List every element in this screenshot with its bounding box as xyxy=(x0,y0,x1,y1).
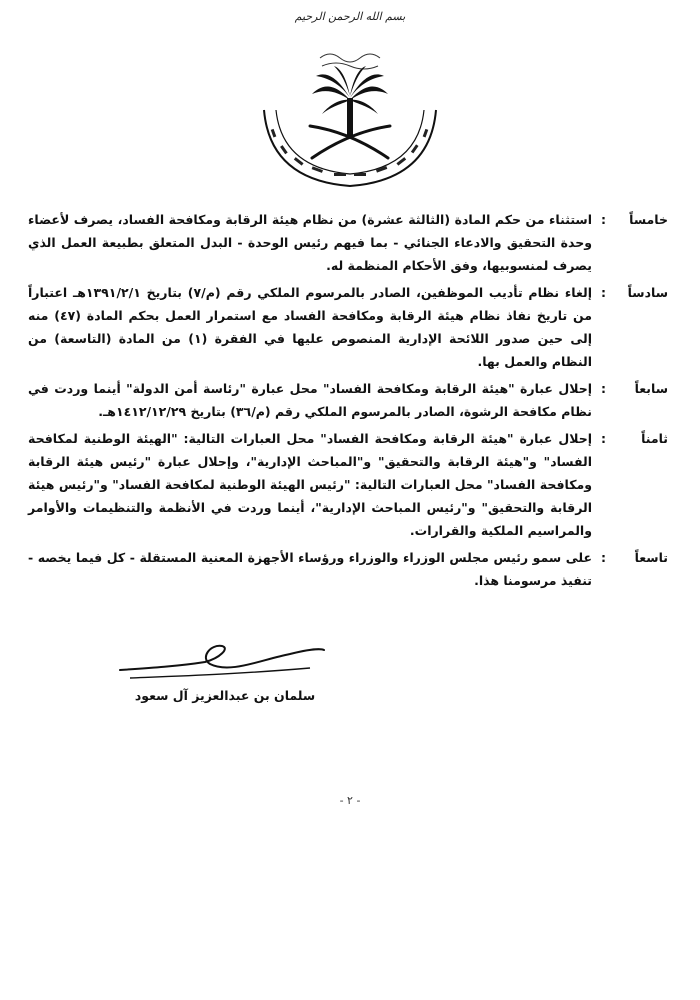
article-colon: : xyxy=(601,550,606,565)
article-5 xyxy=(28,208,668,277)
article-colon: : xyxy=(601,431,606,446)
article-text: على سمو رئيس مجلس الوزراء والوزراء ورؤساء الأجهزة المعنية المستقلة - كل فيما يخصه - تنفيذ مرسومنا هذا. xyxy=(28,550,592,588)
article-text: إحلال عبارة "هيئة الرقابة ومكافحة الفساد" محل عبارة "رئاسة أمن الدولة" أينما وردت في نظام مكافحة الرشوة، الصادر بالمرسوم الملكي رقم (م/٣٦) بتاريخ ١٤١٢/١٢/٢٩هـ. xyxy=(28,381,592,419)
basmala: بسم الله الرحمن الرحيم xyxy=(294,10,406,23)
article-colon: : xyxy=(601,212,606,227)
decree-articles xyxy=(28,208,668,596)
handwritten-signature xyxy=(110,640,330,690)
article-number: تاسعاً xyxy=(634,550,668,565)
article-6 xyxy=(28,281,668,373)
article-number: سابعاً xyxy=(634,381,668,396)
article-9 xyxy=(28,546,668,592)
article-number: خامساً xyxy=(629,212,668,227)
article-text: إحلال عبارة "هيئة الرقابة ومكافحة الفساد" محل العبارات التالية: "الهيئة الوطنية لمكافحة الفساد" و"هيئة الرقابة والتحقيق" و"المباحث الإدارية"، وإحلال عبارة "رئيس هيئة الرقابة ومكافحة الفساد" محل العبارات التالية: "رئيس الهيئة الوطنية لمكافحة الفساد" و"رئيس هيئة الرقابة والتحقيق" و"رئيس المباحث الإدارية"، أينما وردت في الأنظمة والتنظيمات والأوامر والمراسيم الملكية والقرارات. xyxy=(28,431,592,538)
article-colon: : xyxy=(601,285,606,300)
article-number: ثامناً xyxy=(641,431,668,446)
article-number: سادساً xyxy=(627,285,668,300)
article-colon: : xyxy=(601,381,606,396)
article-text: إلغاء نظام تأديب الموظفين، الصادر بالمرسوم الملكي رقم (م/٧) بتاريخ ١٣٩١/٢/١هـ اعتباراً من تاريخ نفاذ نظام هيئة الرقابة ومكافحة الفساد مع استمرار العمل بحكم المادة (٤٧) منه إلى حين صدور اللائحة الإدارية المنصوص عليها في الفقرة (١) من المادة (التاسعة) من النظام والعمل بها. xyxy=(28,285,593,369)
article-text: استثناء من حكم المادة (الثالثة عشرة) من نظام هيئة الرقابة ومكافحة الفساد، يصرف لأعضاء وحدة التحقيق والادعاء الجنائي - بما فيهم رئيس الوحدة - البدل المتعلق بطبيعة العمل الذي يصرف لمنسوبيها، وفق الأحكام المنظمة له. xyxy=(28,212,592,273)
page-number: - ٢ - xyxy=(339,794,361,807)
saudi-emblem-icon xyxy=(250,40,450,190)
signer-name: سلمان بن عبدالعزيز آل سعود xyxy=(134,688,316,703)
article-8 xyxy=(28,427,668,542)
article-7 xyxy=(28,377,668,423)
